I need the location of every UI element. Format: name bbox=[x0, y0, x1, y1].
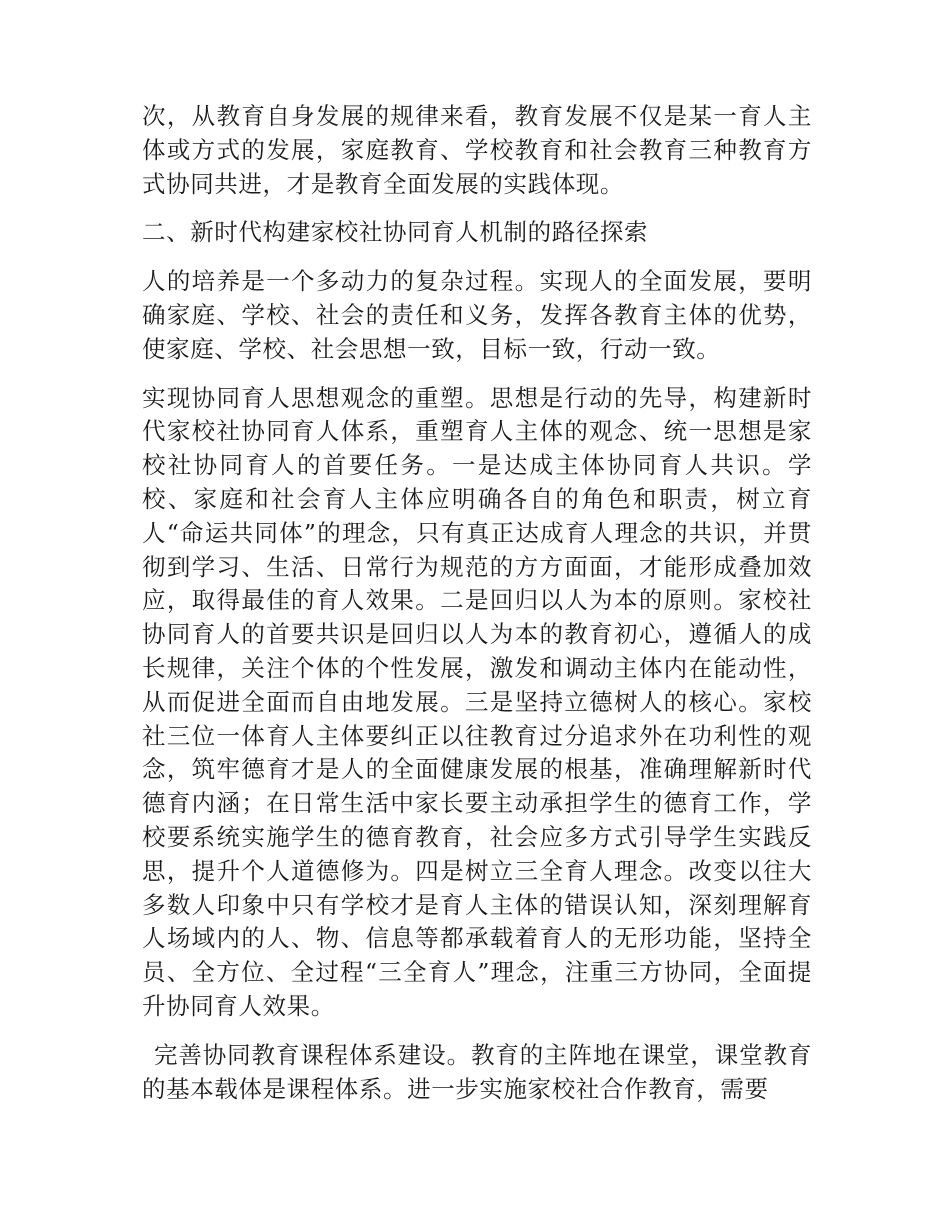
paragraph-intro: 人的培养是一个多动力的复杂过程。实现人的全面发展，要明确家庭、学校、社会的责任和义务，发挥各教育主体的优势，使家庭、学校、社会思想一致，目标一致，行动一致。 bbox=[142, 267, 812, 363]
paragraph-continuation: 次，从教育自身发展的规律来看，教育发展不仅是某一育人主体或方式的发展，家庭教育、学校教育和社会教育三种教育方式协同共进，才是教育全面发展的实践体现。 bbox=[142, 102, 812, 198]
paragraph-ideology: 实现协同育人思想观念的重塑。思想是行动的先导，构建新时代家校社协同育人体系，重塑育人主体的观念、统一思想是家校社协同育人的首要任务。一是达成主体协同育人共识。学校、家庭和社会育人主体应明确各自的角色和职责，树立育人“命运共同体”的理念，只有真正达成育人理念的共识，并贯彻到学习、生活、日常行为规范的方方面面，才能形成叠加效应，取得最佳的育人效果。二是回归以人为本的原则。家校社协同育人的首要共识是回归以人为本的教育初心，遵循人的成长规律，关注个体的个性发展，激发和调动主体内在能动性，从而促进全面而自由地发展。三是坚持立德树人的核心。家校社三位一体育人主体要纠正以往教育过分追求外在功利性的观念，筑牢德育才是人的全面健康发展的根基，准确理解新时代德育内涵；在日常生活中家长要主动承担学生的德育工作，学校要系统实施学生的德育教育，社会应多方式引导学生实践反思，提升个人道德修为。四是树立三全育人理念。改变以往大多数人印象中只有学校才是育人主体的错误认知，深刻理解育人场域内的人、物、信息等都承载着育人的无形功能，坚持全员、全方位、全过程“三全育人”理念，注重三方协同，全面提升协同育人效果。 bbox=[142, 383, 812, 1020]
section-heading: 二、新时代构建家校社协同育人机制的路径探索 bbox=[142, 218, 649, 247]
document-page bbox=[142, 100, 812, 1121]
paragraph-curriculum: 完善协同教育课程体系建设。教育的主阵地在课堂，课堂教育的基本载体是课程体系。进一步实施家校社合作教育，需要 bbox=[142, 1040, 812, 1103]
